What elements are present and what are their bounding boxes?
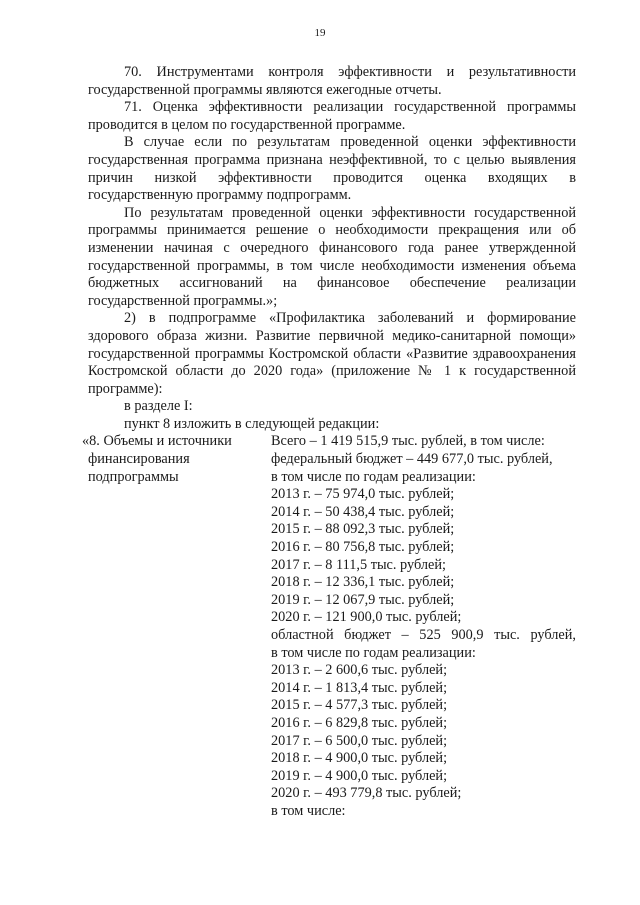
regional-year-row: 2015 г. – 4 577,3 тыс. рублей;	[271, 697, 448, 714]
federal-year-row: 2017 г. – 8 111,5 тыс. рублей;	[271, 556, 446, 573]
funding-table	[82, 433, 576, 820]
section-line: в разделе I:	[124, 398, 193, 415]
regional-year-row: 2019 г. – 4 900,0 тыс. рублей;	[271, 767, 448, 784]
regional-year-row: 2014 г. – 1 813,4 тыс. рублей;	[271, 679, 448, 696]
document-body	[82, 64, 576, 821]
funding-table-values-column	[264, 433, 576, 820]
paragraph-ineffective-case: В случае если по результатам проведенной оценки эффективности государственная программа признана неэффективной, то с целью выявления причин низкой эффективности проводится оценка входящих в государственную программу подпрограмм.	[88, 134, 576, 204]
regional-year-row: 2018 г. – 4 900,0 тыс. рублей;	[271, 750, 448, 767]
paragraph-70: 70. Инструментами контроля эффективности и результативности государственной программы являются ежегодные отчеты.	[88, 64, 576, 98]
federal-year-row: 2018 г. – 12 336,1 тыс. рублей;	[271, 574, 455, 591]
paragraph-decision: По результатам проведенной оценки эффективности государственной программы принимается решение о необходимости прекращения или об изменении начиная с очередного финансового года ранее утвержденной государственной программы, в том числе необходимости изменения объема бюджетных ассигнований на финансовое обеспечение реализации государственной программы.»;	[88, 204, 576, 309]
paragraph-71: 71. Оценка эффективности реализации государственной программы проводится в целом по государственной программе.	[88, 99, 576, 133]
regional-budget-header: областной бюджет – 525 900,9 тыс. рублей,	[271, 627, 576, 643]
federal-budget-header: федеральный бюджет – 449 677,0 тыс. рублей,	[271, 451, 553, 468]
including-label: в том числе:	[271, 802, 346, 819]
funding-label-line: подпрограммы	[88, 468, 179, 485]
federal-year-row: 2019 г. – 12 067,9 тыс. рублей;	[271, 591, 455, 608]
federal-year-row: 2016 г. – 80 756,8 тыс. рублей;	[271, 539, 455, 556]
item-line: пункт 8 изложить в следующей редакции:	[124, 415, 380, 432]
regional-year-row: 2016 г. – 6 829,8 тыс. рублей;	[271, 714, 448, 731]
regional-year-row: 2020 г. – 493 779,8 тыс. рублей;	[271, 785, 462, 802]
regional-by-years-label: в том числе по годам реализации:	[271, 644, 476, 661]
federal-year-row: 2014 г. – 50 438,4 тыс. рублей;	[271, 503, 455, 520]
funding-label-line: финансирования	[88, 451, 190, 468]
regional-year-row: 2017 г. – 6 500,0 тыс. рублей;	[271, 732, 448, 749]
funding-table-label-column	[82, 433, 264, 820]
page-number: 19	[314, 27, 326, 39]
federal-year-row: 2020 г. – 121 900,0 тыс. рублей;	[271, 609, 462, 626]
federal-by-years-label: в том числе по годам реализации:	[271, 468, 476, 485]
regional-year-row: 2013 г. – 2 600,6 тыс. рублей;	[271, 662, 448, 679]
federal-year-row: 2015 г. – 88 092,3 тыс. рублей;	[271, 521, 455, 538]
funding-total: Всего – 1 419 515,9 тыс. рублей, в том числе:	[271, 433, 545, 450]
funding-label-line: «8. Объемы и источники	[82, 433, 232, 450]
paragraph-subprogram-amendment: 2) в подпрограмме «Профилактика заболеваний и формирование здорового образа жизни. Развитие первичной медико-санитарной помощи» государственной программы Костромской области «Развитие здравоохранения Костромской области до 2020 года» (приложение № 1 к государственной программе):	[88, 310, 576, 397]
federal-year-row: 2013 г. – 75 974,0 тыс. рублей;	[271, 486, 455, 503]
